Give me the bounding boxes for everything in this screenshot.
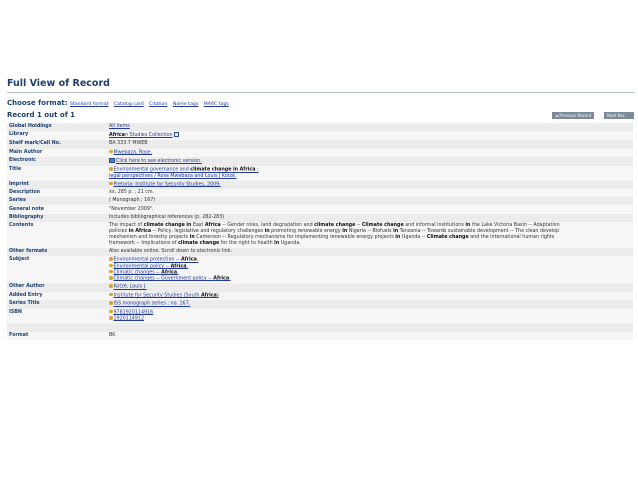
value-text: Also available online. Scroll down to electronic link. bbox=[109, 249, 233, 255]
record-row bbox=[7, 157, 633, 166]
value-line bbox=[109, 132, 631, 139]
field-label: Subject bbox=[9, 257, 30, 263]
field-value bbox=[107, 157, 633, 166]
field-label bbox=[7, 323, 107, 331]
bullet-icon bbox=[109, 284, 113, 288]
field-label: Format bbox=[9, 332, 29, 338]
highlight-term: climate change bbox=[178, 240, 220, 246]
value-line bbox=[109, 150, 631, 156]
field-value bbox=[107, 123, 633, 131]
field-label: Series bbox=[9, 198, 26, 204]
value-link[interactable]: All items bbox=[109, 124, 130, 130]
field-label: Global Holdings bbox=[9, 124, 52, 130]
field-label: Series Title bbox=[9, 301, 40, 307]
highlight-term: climate change bbox=[314, 222, 356, 228]
value-line bbox=[109, 316, 631, 322]
highlight-term: in bbox=[393, 228, 399, 234]
previous-record-button[interactable]: ◄ Previous Record bbox=[552, 112, 594, 119]
value-line bbox=[109, 182, 631, 188]
value-line bbox=[109, 276, 631, 282]
value-text: mechanism and forestry projects in Cameroon -- Regulatory mechanisms for implementing renewable energy projects in Uganda -- Climate change and the international human rights bbox=[109, 234, 555, 240]
highlight-term: in bbox=[465, 222, 471, 228]
highlight-term: Africa bbox=[180, 257, 197, 263]
field-value bbox=[107, 292, 633, 300]
format-standard-link[interactable]: Standard format bbox=[70, 102, 109, 107]
value-text: Includes bibliographical references (p. 282-283) bbox=[109, 214, 225, 220]
bullet-icon bbox=[109, 293, 113, 297]
record-row bbox=[7, 149, 633, 157]
field-label: ISBN bbox=[9, 309, 22, 315]
field-value bbox=[107, 140, 633, 148]
highlight-term: in bbox=[274, 240, 280, 246]
value-line bbox=[109, 301, 631, 307]
value-link[interactable]: Environmental governance and climate change in Africa : bbox=[113, 167, 259, 173]
field-label: Imprint bbox=[9, 181, 29, 187]
electronic-resource-icon[interactable] bbox=[109, 158, 115, 163]
record-row bbox=[7, 181, 633, 189]
value-link[interactable]: 9781920114916 bbox=[113, 310, 154, 316]
value-link[interactable]: 1920114912 bbox=[113, 316, 145, 322]
next-record-button[interactable]: Next Rec bbox=[604, 112, 634, 119]
field-value bbox=[107, 283, 633, 291]
field-label: Main Author bbox=[9, 149, 43, 155]
highlight-term: Africa bbox=[161, 270, 178, 276]
value-line bbox=[109, 190, 631, 196]
field-label: Library bbox=[9, 132, 29, 138]
field-value bbox=[107, 166, 633, 180]
field-label: Description bbox=[9, 190, 41, 196]
field-label: Contents bbox=[9, 222, 34, 228]
format-marc-tags-link[interactable]: MARC tags bbox=[203, 102, 229, 107]
highlight-term: Africa bbox=[213, 276, 230, 282]
value-text: The impact of climate change in East Africa -- Gender roles, land degradation and climate change -- Climate change and informal institutions in the Lake Victoria Basin -- Adaptation bbox=[109, 222, 560, 228]
value-line bbox=[109, 124, 631, 130]
highlight-term: climate change bbox=[143, 222, 185, 228]
field-value bbox=[107, 222, 633, 248]
record-row bbox=[7, 140, 633, 148]
value-line bbox=[109, 324, 631, 330]
field-value bbox=[107, 131, 633, 140]
highlight-term: Climate change bbox=[361, 222, 404, 228]
record-row bbox=[7, 256, 633, 283]
value-line bbox=[109, 158, 631, 165]
highlight-term: in bbox=[189, 234, 195, 240]
value-text: xx, 285 p. ; 21 cm. bbox=[109, 190, 155, 196]
record-row bbox=[7, 292, 633, 300]
format-citation-link[interactable]: Citation bbox=[149, 102, 168, 107]
bullet-icon bbox=[109, 257, 113, 261]
field-value bbox=[107, 300, 633, 308]
highlight-term: Africa bbox=[204, 222, 221, 228]
highlight-term: Africa bbox=[239, 167, 256, 173]
record-row bbox=[7, 214, 633, 222]
value-link[interactable]: African Studies Collection bbox=[109, 133, 173, 139]
highlight-term: Africa bbox=[109, 133, 125, 139]
bullet-icon bbox=[109, 150, 113, 154]
highlight-term: in bbox=[395, 234, 401, 240]
value-line bbox=[109, 215, 631, 221]
holdings-icon[interactable] bbox=[174, 132, 179, 137]
field-label: General note bbox=[9, 206, 45, 212]
field-label: Other Author bbox=[9, 284, 45, 290]
value-link[interactable]: Mwebaza, Rose. bbox=[113, 149, 153, 155]
value-text: BA 333.7 MWEB bbox=[109, 141, 148, 147]
value-link[interactable]: legal perspectives / Rose Mwebaza and Louis J Kotzé. bbox=[109, 173, 237, 179]
value-link[interactable]: Climatic changes -- Government policy -- Africa. bbox=[113, 276, 231, 282]
highlight-term: climate change bbox=[190, 167, 232, 173]
field-label: Bibliography bbox=[9, 214, 44, 220]
record-row bbox=[7, 166, 633, 180]
field-value bbox=[107, 149, 633, 157]
bullet-icon bbox=[109, 167, 113, 171]
highlight-term: Africa bbox=[135, 228, 152, 234]
value-link[interactable]: Environmental protection -- Africa. bbox=[113, 257, 199, 263]
field-value bbox=[107, 181, 633, 189]
field-label: Added Entry bbox=[9, 292, 43, 298]
format-chooser bbox=[7, 99, 232, 107]
value-line bbox=[109, 284, 631, 290]
value-link[interactable]: ISS monograph series ; no. 167. bbox=[113, 301, 191, 307]
record-count: Record 1 out of 1 bbox=[7, 111, 76, 119]
record-row bbox=[7, 283, 633, 291]
bullet-icon bbox=[109, 316, 113, 320]
value-line bbox=[109, 207, 631, 213]
value-line bbox=[109, 198, 631, 204]
value-line bbox=[109, 333, 631, 339]
highlight-term: in bbox=[342, 228, 348, 234]
record-table bbox=[7, 123, 633, 340]
page-title: Full View of Record bbox=[7, 78, 110, 89]
record-row bbox=[7, 248, 633, 256]
field-label: Title bbox=[9, 167, 22, 173]
format-name-tags-link[interactable]: Name tags bbox=[172, 102, 199, 107]
value-text: "November 2009". bbox=[109, 206, 154, 212]
value-link[interactable]: Click here to see electronic version. bbox=[116, 159, 202, 165]
title-divider bbox=[7, 92, 635, 93]
value-text: ( Monograph ; 167) bbox=[109, 198, 156, 204]
field-value bbox=[107, 332, 633, 340]
bullet-icon bbox=[109, 264, 113, 268]
record-row bbox=[7, 300, 633, 308]
highlight-term: in bbox=[264, 228, 270, 234]
value-link[interactable]: Environmental policy -- Africa. bbox=[113, 263, 188, 269]
value-line bbox=[109, 293, 631, 299]
value-link[interactable]: Institute for Security Studies (South Africa) bbox=[113, 293, 219, 299]
record-row bbox=[7, 309, 633, 324]
record-row bbox=[7, 332, 633, 340]
value-text: BK bbox=[109, 332, 116, 338]
value-line bbox=[109, 241, 631, 247]
field-value bbox=[107, 309, 633, 324]
value-line bbox=[109, 249, 631, 255]
field-label: Shelf mark/Call No. bbox=[9, 141, 61, 147]
value-text: framework -- Implications of climate change for the right to health in Uganda. bbox=[109, 240, 301, 246]
highlight-term: in bbox=[128, 228, 134, 234]
highlight-term: in bbox=[233, 167, 239, 173]
highlight-term: Africa bbox=[200, 293, 217, 299]
value-link[interactable]: Pretoria: Institute for Security Studies, 2009. bbox=[113, 181, 221, 187]
record-row bbox=[7, 189, 633, 197]
highlight-term: Africa bbox=[170, 263, 187, 269]
value-link[interactable]: Kotzé, Louis J. bbox=[113, 284, 147, 290]
record-row bbox=[7, 323, 633, 331]
value-line bbox=[109, 174, 631, 180]
record-row bbox=[7, 197, 633, 205]
field-value bbox=[107, 214, 633, 222]
record-row bbox=[7, 205, 633, 213]
bullet-icon bbox=[109, 276, 113, 280]
record-row bbox=[7, 222, 633, 248]
bullet-icon bbox=[109, 182, 113, 186]
bullet-icon bbox=[109, 310, 113, 314]
value-link[interactable]: Climatic changes -- Africa. bbox=[113, 270, 179, 276]
record-row bbox=[7, 123, 633, 131]
field-value bbox=[107, 256, 633, 283]
bullet-icon bbox=[109, 301, 113, 305]
bullet-icon bbox=[109, 270, 113, 274]
field-label: Electronic bbox=[9, 158, 36, 164]
format-catalog-card-link[interactable]: Catalog card bbox=[113, 102, 144, 107]
field-value bbox=[107, 189, 633, 197]
field-label: Other formats bbox=[9, 249, 48, 255]
field-value bbox=[107, 323, 633, 331]
highlight-term: in bbox=[186, 222, 192, 228]
value-line bbox=[109, 141, 631, 147]
record-row bbox=[7, 131, 633, 140]
value-text: policies in Africa -- Policy, legislative and regulatory challenges in promoting renewable energy in Nigeria -- Biofuels in Tanzania -- Towards sustainable development -- The clean develop bbox=[109, 228, 560, 234]
highlight-term: Climate change bbox=[426, 234, 469, 240]
field-value bbox=[107, 197, 633, 205]
field-value bbox=[107, 205, 633, 213]
choose-format-label: Choose format: bbox=[7, 99, 68, 107]
field-value bbox=[107, 248, 633, 256]
